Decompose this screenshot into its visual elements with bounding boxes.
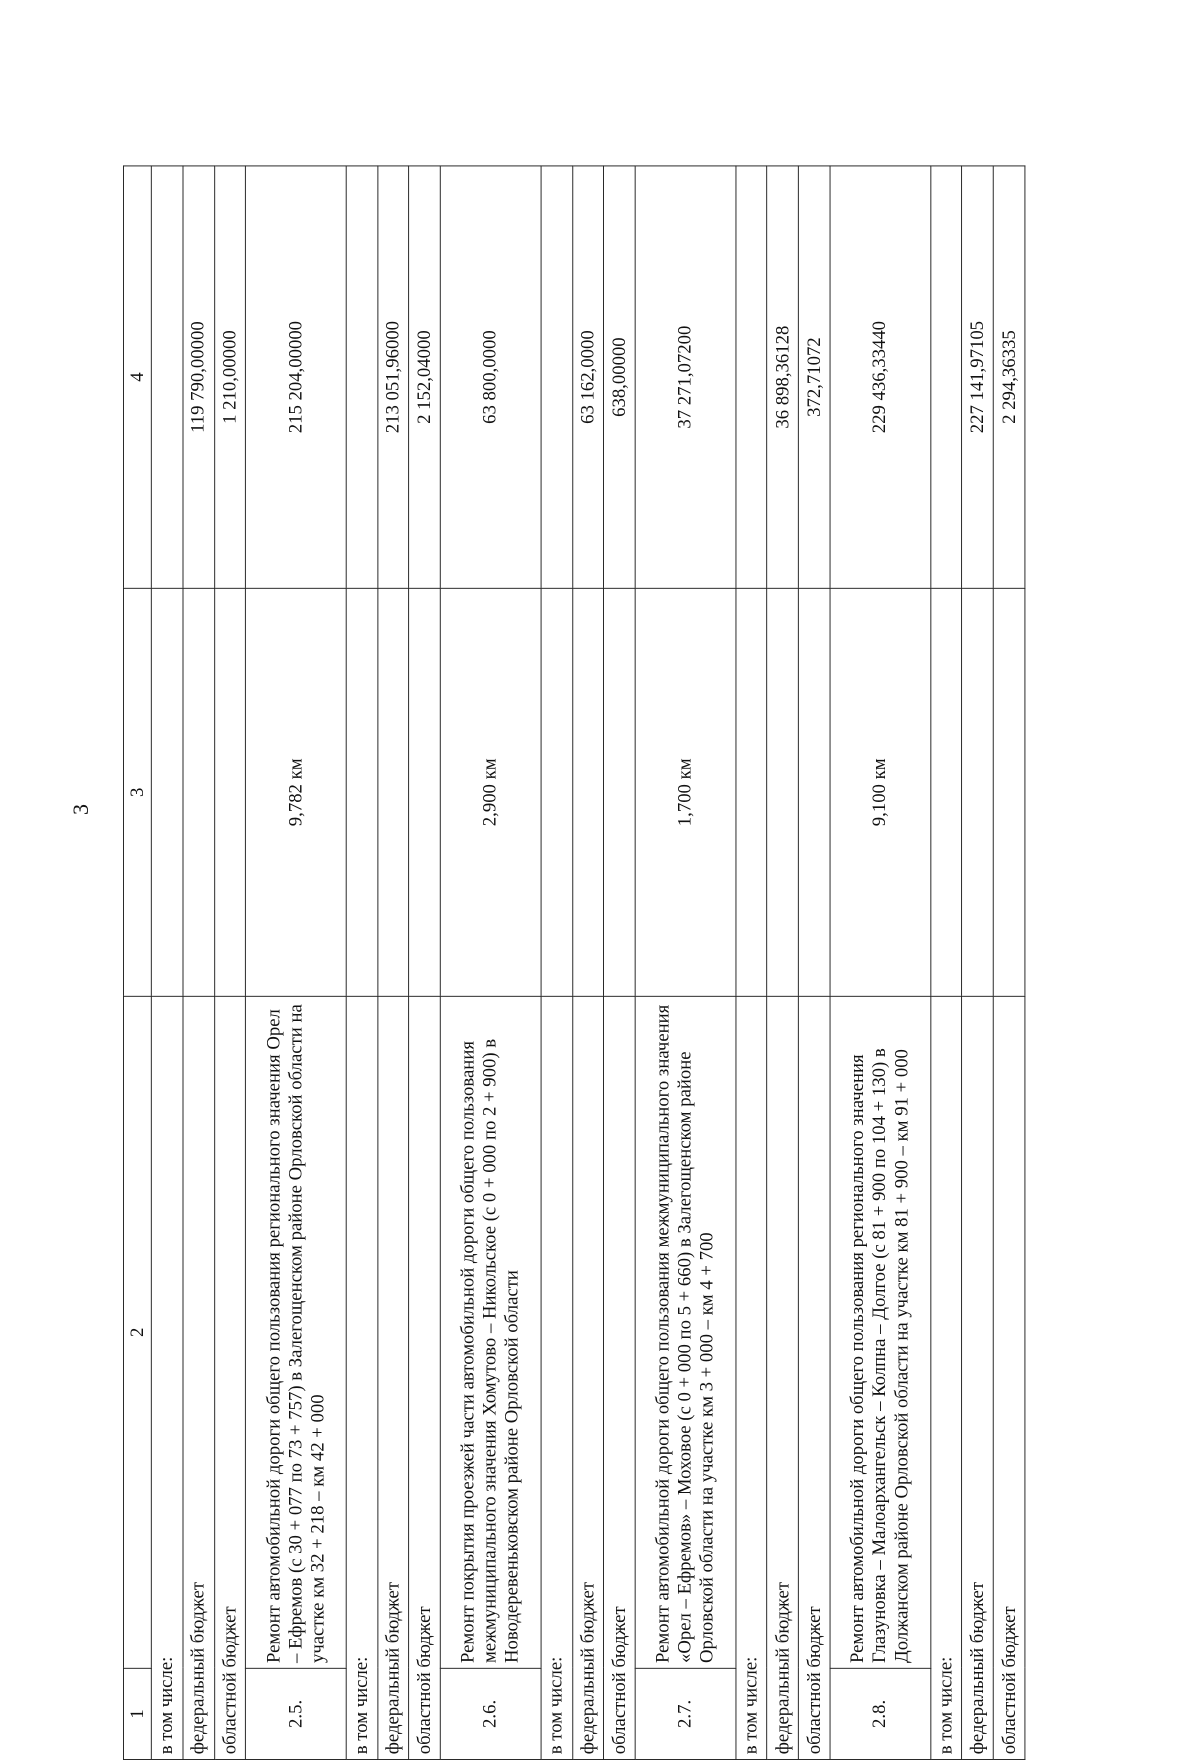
amount-cell — [541, 166, 572, 588]
funding-label-cell: областной бюджет — [604, 996, 635, 1759]
amount-cell: 213 051,96000 — [378, 166, 409, 588]
amount-cell: 215 204,00000 — [246, 166, 346, 588]
length-cell: 2,900 км — [440, 588, 540, 996]
budget-table-wrapper — [123, 166, 1025, 1760]
amount-cell: 119 790,00000 — [183, 166, 214, 588]
table-row-subtotal — [798, 166, 829, 1760]
table-row-subtotal — [604, 166, 635, 1760]
amount-cell: 229 436,33440 — [830, 166, 930, 588]
header-cell: 3 — [123, 588, 151, 996]
table-row-subtotal — [767, 166, 798, 1760]
length-cell — [993, 588, 1025, 996]
item-description-cell: Ремонт автомобильной дороги общего пользования регионального значения Глазуновка – Малоархангельск – Колпна – Долгое (с 81 + 900 по 104 + 130) в Должанском районе Орловской области на участке км 81 + 900 – км 91 + 000 — [830, 996, 930, 1668]
amount-cell: 37 271,07200 — [635, 166, 735, 588]
amount-cell — [930, 166, 961, 588]
amount-cell: 63 162,0000 — [572, 166, 603, 588]
header-cell: 2 — [123, 996, 151, 1668]
funding-label-cell: в том числе: — [346, 996, 377, 1759]
length-cell — [378, 588, 409, 996]
table-row-subtotal — [378, 166, 409, 1760]
length-cell — [346, 588, 377, 996]
length-cell — [183, 588, 214, 996]
table-row-subtotal — [183, 166, 214, 1760]
amount-cell: 2 152,04000 — [409, 166, 440, 588]
table-row-subtotal — [346, 166, 377, 1760]
length-cell — [214, 588, 245, 996]
amount-cell: 63 800,0000 — [440, 166, 540, 588]
amount-cell: 638,00000 — [604, 166, 635, 588]
item-description-cell: Ремонт покрытия проезжей части автомобильной дороги общего пользования межмуниципального значения Хомутово – Никольское (с 0 + 000 по 2 + 900) в Новодеревеньковском районе Орловской области — [440, 996, 540, 1668]
table-row-subtotal — [993, 166, 1025, 1760]
table-row-subtotal — [409, 166, 440, 1760]
length-cell — [541, 588, 572, 996]
funding-label-cell: областной бюджет — [993, 996, 1025, 1759]
length-cell — [409, 588, 440, 996]
page-number: 3 — [68, 804, 93, 815]
header-cell: 4 — [123, 166, 151, 588]
budget-table — [123, 165, 1025, 1760]
amount-cell: 1 210,00000 — [214, 166, 245, 588]
funding-label-cell: федеральный бюджет — [183, 996, 214, 1759]
table-row-subtotal — [930, 166, 961, 1760]
table-row-subtotal — [572, 166, 603, 1760]
funding-label-cell: в том числе: — [151, 996, 182, 1759]
item-description-cell: Ремонт автомобильной дороги общего пользования межмуниципального значения «Орел – Ефремов» – Моховое (с 0 + 000 по 5 + 660) в Залегощенском районе Орловской области на участке км 3 + 000 – км 4 + 700 — [635, 996, 735, 1668]
funding-label-cell: в том числе: — [930, 996, 961, 1759]
length-cell — [151, 588, 182, 996]
amount-cell — [151, 166, 182, 588]
length-cell: 1,700 км — [635, 588, 735, 996]
funding-label-cell: областной бюджет — [214, 996, 245, 1759]
funding-label-cell: федеральный бюджет — [767, 996, 798, 1759]
amount-cell: 36 898,36128 — [767, 166, 798, 588]
length-cell — [736, 588, 767, 996]
length-cell — [572, 588, 603, 996]
length-cell — [962, 588, 993, 996]
header-cell: 1 — [123, 1668, 151, 1759]
length-cell — [604, 588, 635, 996]
table-row-subtotal — [541, 166, 572, 1760]
funding-label-cell: федеральный бюджет — [962, 996, 993, 1759]
item-number-cell: 2.5. — [246, 1668, 346, 1759]
item-number-cell: 2.6. — [440, 1668, 540, 1759]
length-cell — [767, 588, 798, 996]
amount-cell: 227 141,97105 — [962, 166, 993, 588]
funding-label-cell: в том числе: — [541, 996, 572, 1759]
funding-label-cell: федеральный бюджет — [378, 996, 409, 1759]
funding-label-cell: в том числе: — [736, 996, 767, 1759]
funding-label-cell: областной бюджет — [409, 996, 440, 1759]
length-cell — [930, 588, 961, 996]
length-cell: 9,782 км — [246, 588, 346, 996]
table-row-subtotal — [214, 166, 245, 1760]
item-number-cell: 2.8. — [830, 1668, 930, 1759]
funding-label-cell: федеральный бюджет — [572, 996, 603, 1759]
table-row-subtotal — [736, 166, 767, 1760]
table-row-subtotal — [151, 166, 182, 1760]
item-description-cell: Ремонт автомобильной дороги общего пользования регионального значения Орел – Ефремов (с 30 + 077 по 73 + 757) в Залегощенском районе Орловской области на участке км 32 + 218 – км 42 + 000 — [246, 996, 346, 1668]
item-number-cell: 2.7. — [635, 1668, 735, 1759]
amount-cell: 2 294,36335 — [993, 166, 1025, 588]
length-cell — [798, 588, 829, 996]
amount-cell — [736, 166, 767, 588]
table-body — [151, 166, 1025, 1760]
table-row-item — [830, 166, 930, 1760]
table-row-item — [440, 166, 540, 1760]
amount-cell — [346, 166, 377, 588]
table-row-item — [635, 166, 735, 1760]
table-row-item — [246, 166, 346, 1760]
amount-cell: 372,71072 — [798, 166, 829, 588]
funding-label-cell: областной бюджет — [798, 996, 829, 1759]
length-cell: 9,100 км — [830, 588, 930, 996]
table-row-subtotal — [962, 166, 993, 1760]
table-header-row — [123, 166, 151, 1760]
